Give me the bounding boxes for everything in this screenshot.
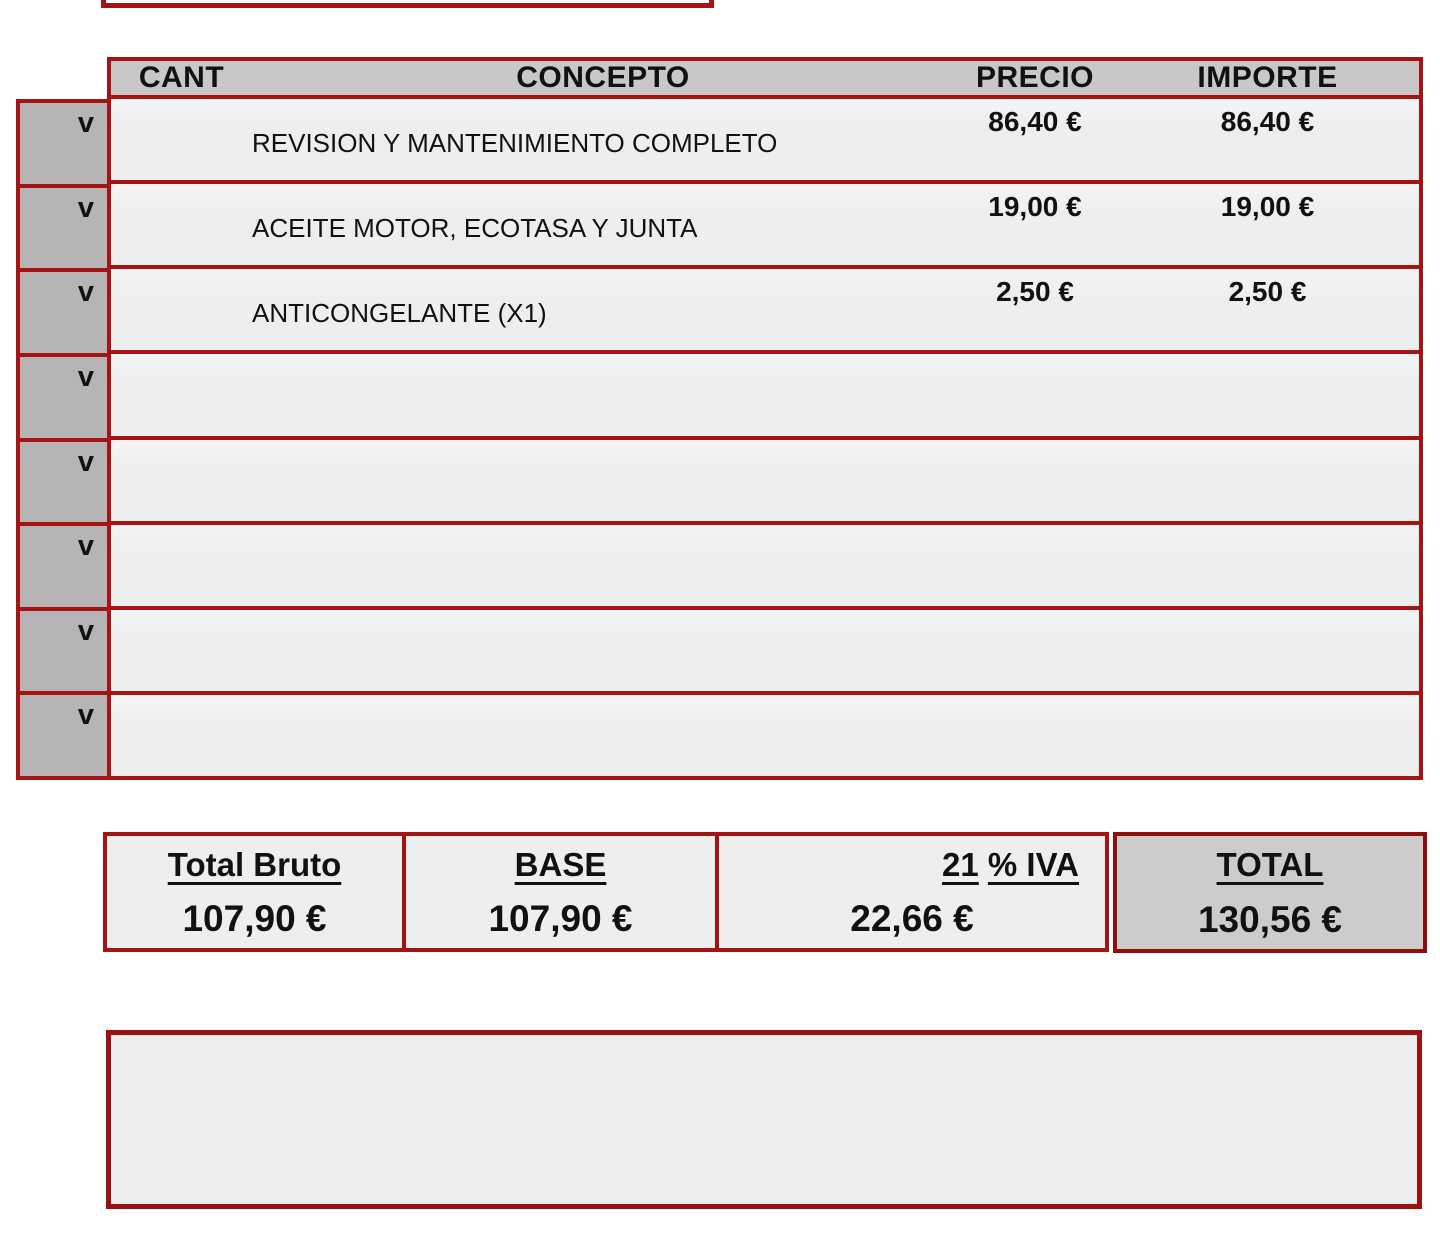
base-cell [402, 836, 715, 948]
concepto-cell[interactable]: REVISION Y MANTENIMIENTO COMPLETO [252, 128, 778, 159]
concepto-cell[interactable] [252, 610, 954, 691]
total-bruto-label: Total Bruto [167, 846, 342, 883]
cant-cell[interactable] [111, 525, 252, 606]
importe-cell[interactable] [1116, 525, 1419, 606]
total-bruto-cell [107, 836, 402, 948]
importe-cell[interactable] [1116, 440, 1419, 521]
precio-cell[interactable]: 86,40 € [988, 106, 1082, 137]
row-dropdown-marker[interactable]: v [20, 272, 107, 357]
row-dropdown-marker[interactable]: v [77, 699, 94, 732]
table-row [111, 184, 1419, 269]
total-value: 130,56 € [1197, 899, 1343, 940]
iva-cell [715, 836, 1105, 948]
table-row [111, 440, 1419, 525]
concepto-cell[interactable]: ANTICONGELANTE (X1) [252, 298, 547, 329]
precio-cell[interactable] [954, 525, 1116, 606]
table-row [111, 99, 1419, 184]
concepto-cell[interactable] [252, 695, 954, 776]
precio-cell[interactable] [954, 610, 1116, 691]
table-row [111, 695, 1419, 776]
cant-cell[interactable] [111, 695, 252, 776]
table-row [111, 610, 1419, 695]
total-label: TOTAL [1216, 846, 1324, 883]
precio-cell[interactable]: 2,50 € [996, 276, 1074, 308]
base-label: BASE [514, 846, 607, 883]
precio-cell[interactable] [954, 354, 1116, 435]
iva-label [719, 846, 1105, 884]
cant-cell[interactable] [111, 440, 252, 521]
total-cell [1113, 832, 1427, 953]
importe-cell[interactable]: 2,50 € [1228, 276, 1307, 308]
cant-cell[interactable] [111, 99, 252, 180]
concepto-cell[interactable] [252, 525, 954, 606]
row-dropdown-marker[interactable]: v [20, 526, 107, 611]
concepto-cell[interactable] [252, 354, 954, 435]
cant-cell[interactable] [111, 184, 252, 265]
header-cant: CANT [138, 61, 225, 94]
cant-cell[interactable] [111, 354, 252, 435]
header-importe: IMPORTE [1197, 61, 1338, 94]
importe-cell[interactable] [1116, 610, 1419, 691]
precio-cell[interactable]: 19,00 € [988, 191, 1082, 223]
precio-cell[interactable] [954, 440, 1116, 521]
concepto-cell[interactable]: ACEITE MOTOR, ECOTASA Y JUNTA [252, 213, 698, 244]
items-table-body [107, 99, 1423, 780]
row-dropdown-marker[interactable]: v [20, 103, 107, 188]
importe-cell[interactable]: 19,00 € [1220, 191, 1315, 223]
row-dropdown-marker[interactable]: v [20, 442, 107, 527]
iva-value: 22,66 € [850, 898, 974, 939]
precio-cell[interactable] [954, 695, 1116, 776]
iva-rate: 21 [942, 846, 979, 883]
row-dropdown-marker[interactable]: v [20, 357, 107, 442]
concepto-cell[interactable] [252, 440, 954, 521]
importe-cell[interactable] [1116, 354, 1419, 435]
importe-cell[interactable] [1116, 695, 1419, 776]
table-row [111, 525, 1419, 610]
items-table-header [107, 57, 1423, 99]
top-box-partial [101, 0, 714, 8]
table-row [111, 269, 1419, 354]
header-concepto: CONCEPTO [516, 61, 690, 94]
importe-cell[interactable]: 86,40 € [1220, 106, 1315, 137]
row-dropdown-marker[interactable]: v [20, 611, 107, 696]
totals-bar [103, 832, 1109, 952]
iva-suffix: % IVA [987, 846, 1079, 883]
notes-box[interactable] [106, 1030, 1422, 1209]
total-bruto-value: 107,90 € [182, 898, 327, 939]
base-value: 107,90 € [488, 898, 633, 939]
cant-cell[interactable] [111, 610, 252, 691]
cant-cell[interactable] [111, 269, 252, 350]
row-dropdown-marker[interactable]: v [20, 188, 107, 273]
header-precio: PRECIO [975, 61, 1095, 94]
row-marker-column [16, 99, 111, 780]
table-row [111, 354, 1419, 439]
